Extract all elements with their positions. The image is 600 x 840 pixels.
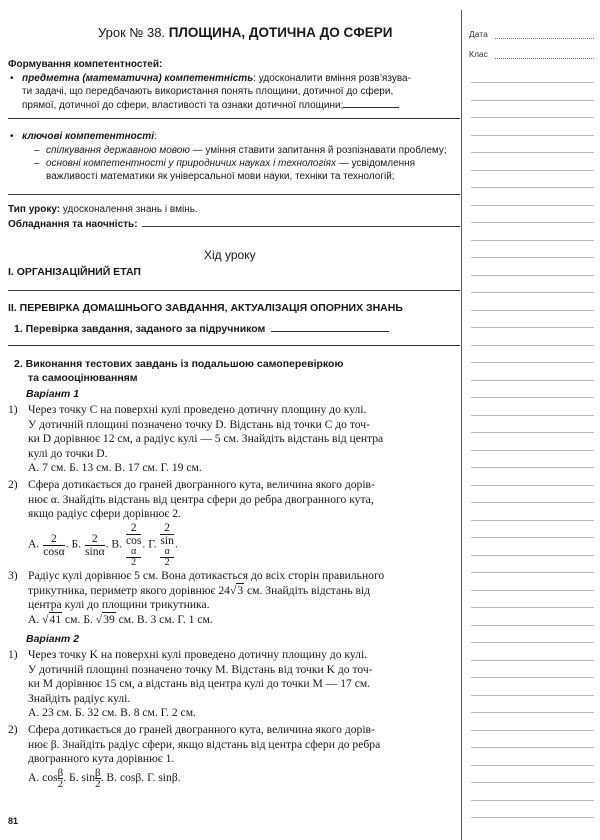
sub-2-heading: 2. Виконання тестових завдань із подальшою самоперевіркою [14, 358, 344, 370]
two-digit: 2 [95, 778, 101, 790]
v1-question-2 [8, 478, 460, 522]
fraction-2-over-cos-alpha [43, 533, 65, 558]
question-text: У дотичній площині позначено точку M. Відстань від точки K до точ- [28, 662, 373, 676]
v2-question-1 [8, 648, 460, 721]
alpha-symbol: α [160, 547, 174, 558]
question-number: 1) [8, 648, 18, 661]
sqrt-value: 39 [103, 612, 115, 626]
option-a-label: А. cos [28, 771, 58, 785]
note-line[interactable] [471, 572, 594, 573]
note-line[interactable] [471, 555, 594, 556]
note-line[interactable] [471, 485, 594, 486]
class-label: Клас [469, 49, 488, 59]
note-line[interactable] [471, 660, 594, 661]
note-line[interactable] [471, 135, 594, 136]
question-text: У дотичній площині позначено точку D. Відстань від точки C до точ- [28, 417, 370, 431]
answer-options: А. 23 см. Б. 32 см. В. 8 см. Г. 2 см. [28, 706, 196, 719]
v2-question-2 [8, 723, 460, 767]
dash-icon: – [34, 158, 40, 169]
text-part: трикутника, периметр якого дорівнює 24 [28, 583, 230, 597]
note-line[interactable] [471, 537, 594, 538]
question-text: кулі до точки D. [28, 446, 108, 460]
notes-sidebar [461, 0, 600, 840]
half-alpha [160, 547, 174, 568]
options-rest: . В. cosβ. Г. sinβ. [100, 771, 181, 785]
numerator: 2 [160, 522, 174, 535]
key-item-language [46, 144, 447, 157]
note-line[interactable] [471, 782, 594, 783]
sub-1-heading [14, 322, 389, 336]
date-label: Дата [469, 29, 488, 39]
note-line[interactable] [471, 415, 594, 416]
note-line[interactable] [471, 817, 594, 818]
beta-symbol: β [57, 767, 64, 779]
key-item-language-label: спілкування державною мовою [46, 145, 190, 156]
note-line[interactable] [471, 100, 594, 101]
question-text: ки D дорівнює 12 см, а радіус кулі — 5 см. Знайдіть відстань від центра [28, 432, 384, 445]
option-b-label: см. Б. [62, 612, 96, 626]
key-item-science [46, 157, 415, 170]
answer-options [28, 613, 460, 628]
note-line[interactable] [471, 257, 594, 258]
key-item-science-label: основні компетентності у природничих науках і технологіях [46, 158, 336, 169]
note-line[interactable] [471, 432, 594, 433]
question-text: Сфера дотикається до граней двогранного кута, величина якого дорів- [28, 478, 375, 491]
note-line[interactable] [471, 327, 594, 328]
note-line[interactable] [471, 765, 594, 766]
denominator: cosα [43, 544, 65, 558]
numerator: 2 [126, 522, 141, 535]
options-rest: см. В. 3 см. Г. 1 см. [115, 612, 213, 626]
key-item-science-text: — усвідомлення [335, 158, 416, 169]
question-number: 2) [8, 723, 18, 736]
question-text: двогранного кута дорівнює 1. [28, 752, 175, 765]
fraction-2-over-sin-alpha [85, 533, 105, 558]
fill-line[interactable] [8, 290, 460, 291]
note-line[interactable] [471, 397, 594, 398]
v1-question-1 [8, 403, 460, 476]
page-number: 81 [8, 816, 19, 826]
note-line[interactable] [471, 642, 594, 643]
note-line[interactable] [471, 625, 594, 626]
v2-q2-answer-options [28, 768, 181, 789]
subject-competence-line3 [22, 98, 399, 112]
note-line[interactable] [471, 292, 594, 293]
note-line[interactable] [471, 152, 594, 153]
note-line[interactable] [471, 240, 594, 241]
subject-competence-text: : удосконалити вміння розв’язува- [253, 73, 411, 84]
note-line[interactable] [471, 222, 594, 223]
sqrt-icon: √ [42, 612, 49, 626]
fraction-2-over-sin-half-alpha [160, 522, 174, 568]
sidebar-divider [461, 10, 462, 840]
text-part: см. Знайдіть відстань від [244, 583, 371, 597]
subject-competence-line2: ти задачі, що передбачають використання понять площини, дотичної до сфери, [22, 86, 394, 97]
class-field[interactable] [495, 58, 594, 59]
answer-options: А. 7 см. Б. 13 см. В. 17 см. Г. 19 см. [28, 461, 202, 474]
subject-competence-label: предметна (математична) компетентність [22, 73, 254, 84]
fill-line[interactable] [8, 194, 460, 195]
lesson-type [8, 203, 198, 216]
note-line[interactable] [471, 747, 594, 748]
fill-line[interactable] [8, 345, 460, 346]
period: . [174, 537, 178, 551]
two-digit: 2 [164, 557, 170, 568]
note-line[interactable] [471, 712, 594, 713]
note-line[interactable] [471, 677, 594, 678]
note-line[interactable] [471, 82, 594, 83]
option-a-label: А. [28, 537, 40, 551]
alpha-symbol: α [126, 547, 141, 558]
note-line[interactable] [471, 362, 594, 363]
competences-heading: Формування компетентностей: [8, 59, 163, 70]
key-item-science-line2: важливості математики як універсальної мови науки, техніки та технологій; [46, 171, 395, 182]
subject-competence-text3: прямої, дотичної до сфери, властивості та ознаки дотичної площини; [22, 100, 344, 111]
question-text: Радіус кулі дорівнює 5 см. Вона дотикається до всіх сторін правильного [28, 569, 385, 582]
fill-line[interactable] [343, 98, 399, 108]
note-line[interactable] [471, 310, 594, 311]
lesson-topic: ПЛОЩИНА, ДОТИЧНА ДО СФЕРИ [168, 25, 393, 40]
stage-1-heading: І. ОРГАНІЗАЦІЙНИЙ ЕТАП [8, 266, 141, 278]
sin-text: sin [160, 534, 174, 547]
note-line[interactable] [471, 520, 594, 521]
equipment [8, 217, 460, 231]
sub-2-heading-line2: та самооцінюванням [28, 372, 138, 384]
note-line[interactable] [471, 800, 594, 801]
half-alpha [126, 547, 141, 568]
v1-question-3 [8, 569, 460, 627]
question-text: якщо радіус сфери дорівнює 2. [28, 507, 181, 520]
numerator: 2 [85, 533, 105, 546]
lesson-type-value: удосконалення знань і вмінь. [60, 204, 198, 215]
option-b-label: . Б. [65, 537, 82, 551]
note-line[interactable] [471, 590, 594, 591]
fraction-2-over-cos-half-alpha [126, 522, 141, 568]
question-text: Знайдіть радіус кулі. [28, 691, 131, 705]
lesson-title [98, 25, 393, 40]
key-competences-colon: : [153, 131, 157, 142]
question-text: Через точку K на поверхні кулі проведено дотичну площину до кулі. [28, 648, 368, 661]
question-text: Через точку C на поверхні кулі проведено дотичну площину до кулі. [28, 403, 367, 416]
option-v-label: . В. [105, 537, 123, 551]
fill-line[interactable] [271, 322, 389, 332]
dash-icon: – [34, 145, 40, 156]
question-text [28, 584, 460, 599]
note-line[interactable] [471, 502, 594, 503]
variant-2-label: Варіант 2 [26, 633, 80, 645]
question-text: нює α. Знайдіть відстань від центра сфери до ребра двогранного кута, [28, 492, 374, 506]
beta-symbol: β [95, 767, 101, 779]
sqrt-value: 3 [237, 583, 244, 597]
variant-1-label: Варіант 1 [26, 388, 80, 400]
question-number: 3) [8, 569, 18, 582]
note-line[interactable] [471, 275, 594, 276]
bullet-icon: • [10, 131, 14, 142]
course-heading: Хід уроку [204, 248, 256, 262]
two-digit: 2 [57, 778, 64, 790]
option-g-label: . Г. [142, 537, 157, 551]
option-b-label: . Б. sin [63, 771, 96, 785]
question-number: 1) [8, 403, 18, 416]
fill-line[interactable] [142, 217, 460, 227]
two-digit: 2 [131, 557, 137, 568]
date-field[interactable] [495, 38, 594, 39]
note-line[interactable] [471, 695, 594, 696]
lesson-number: Урок № 38. [98, 25, 166, 40]
key-competences [22, 130, 157, 143]
bullet-icon: • [10, 73, 14, 84]
fill-line[interactable] [8, 118, 460, 119]
note-line[interactable] [471, 380, 594, 381]
key-item-language-text: — уміння ставити запитання й розпізнавати проблему; [189, 145, 447, 156]
note-line[interactable] [471, 345, 594, 346]
note-line[interactable] [471, 205, 594, 206]
v1-q2-answer-options [28, 522, 178, 568]
question-text: ки M дорівнює 15 см, а відстань від центра кулі до точки M — 17 см. [28, 677, 371, 690]
note-line[interactable] [471, 730, 594, 731]
question-number: 2) [8, 478, 18, 491]
question-text: Сфера дотикається до граней двогранного кута, величина якого дорів- [28, 723, 375, 736]
question-text: центра кулі до площини трикутника. [28, 598, 210, 611]
numerator: 2 [43, 533, 65, 546]
lesson-type-label: Тип уроку: [8, 204, 61, 215]
denominator: sinα [84, 544, 105, 558]
note-line[interactable] [471, 117, 594, 118]
sqrt-icon: √ [229, 583, 237, 597]
question-text: нює β. Знайдіть радіус сфери, якщо відстань від центра сфери до ребра [28, 737, 381, 751]
note-line[interactable] [471, 467, 594, 468]
sqrt-value: 41 [49, 612, 62, 626]
note-line[interactable] [471, 187, 594, 188]
stage-2-heading: ІІ. ПЕРЕВІРКА ДОМАШНЬОГО ЗАВДАННЯ, АКТУАЛІЗАЦІЯ ОПОРНИХ ЗНАНЬ [8, 302, 403, 314]
note-line[interactable] [471, 607, 594, 608]
note-line[interactable] [471, 450, 594, 451]
option-a-label: А. [28, 612, 43, 626]
equipment-label: Обладнання та наочність: [8, 219, 138, 230]
note-line[interactable] [471, 170, 594, 171]
key-competences-label: ключові компетентності [22, 131, 154, 142]
sub-1-text: 1. Перевірка завдання, заданого за підручником [14, 323, 266, 335]
sqrt-icon: √ [95, 612, 103, 626]
cos-text: cos [125, 534, 142, 547]
